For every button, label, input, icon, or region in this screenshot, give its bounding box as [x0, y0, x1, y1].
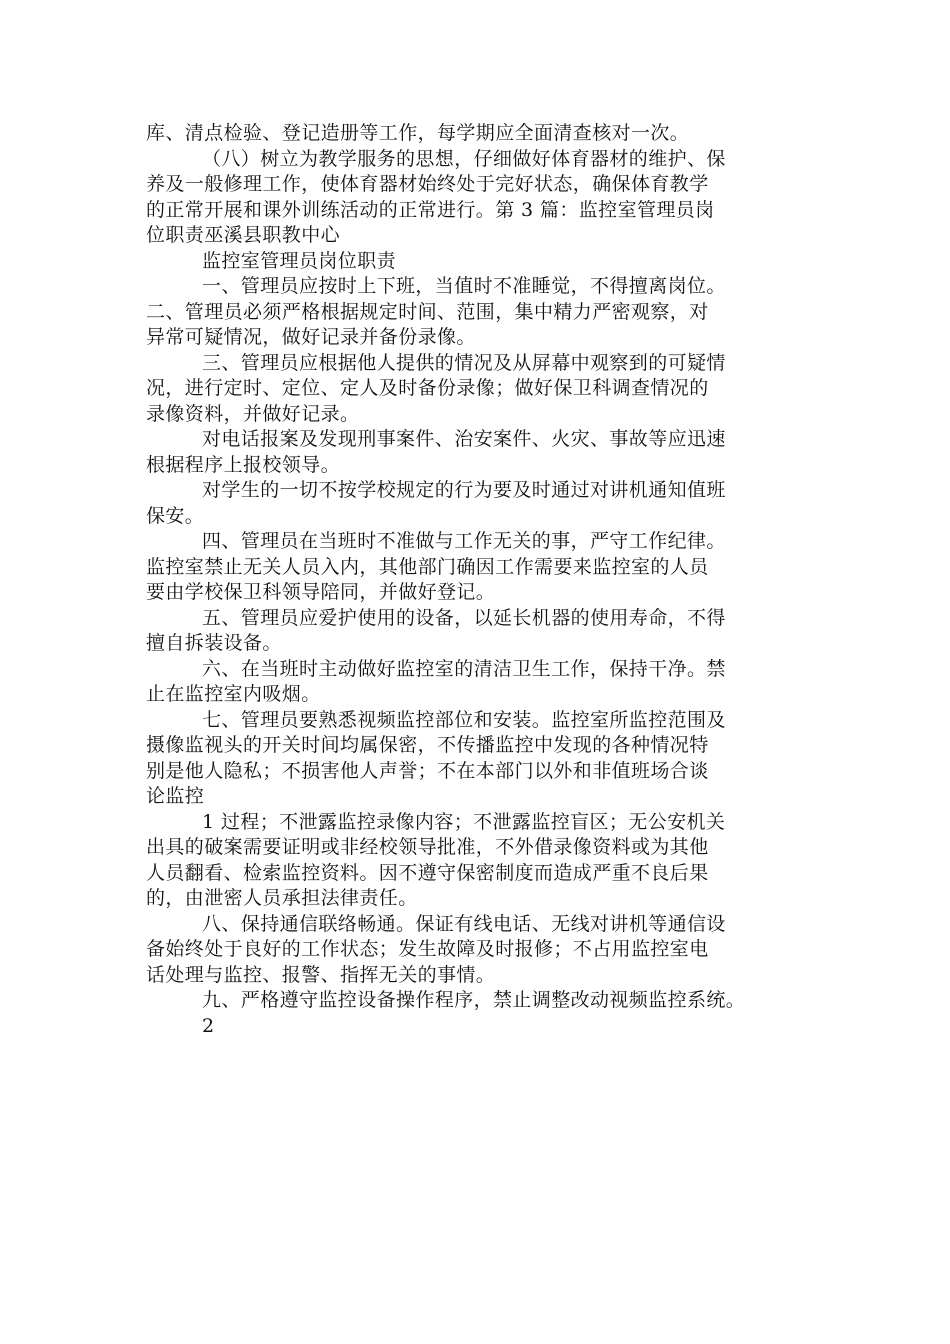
text-line: 的，由泄密人员承担法律责任。 [146, 887, 418, 909]
text-line: 异常可疑情况，做好记录并备份录像。 [146, 326, 476, 348]
text-line: 出具的破案需要证明或非经校领导批准，不外借录像资料或为其他 [146, 836, 709, 858]
text-line: 库、清点检验、登记造册等工作，每学期应全面清查核对一次。 [146, 122, 690, 144]
text-line: 人员翻看、检索监控资料。因不遵守保密制度而造成严重不良后果 [146, 861, 709, 884]
text-line: 止在监控室内吸烟。 [146, 683, 321, 705]
text-line: 位职责巫溪县职教中心 [146, 224, 341, 246]
text-line: 对电话报案及发现刑事案件、治安案件、火灾、事故等应迅速 [202, 428, 726, 450]
text-line: 五、管理员应爱护使用的设备，以延长机器的使用寿命，不得 [202, 606, 726, 629]
text-line: 录像资料，并做好记录。 [146, 402, 360, 425]
text-line: 监控室管理员岗位职责 [202, 249, 397, 272]
text-line: 对学生的一切不按学校规定的行为要及时通过对讲机通知值班 [202, 479, 726, 501]
text-line: 况，进行定时、定位、定人及时备份录像；做好保卫科调查情况的 [146, 377, 709, 399]
text-line: 擅自拆装设备。 [146, 632, 282, 654]
text-line: （八）树立为教学服务的思想，仔细做好体育器材的维护、保 [202, 147, 726, 170]
text-line: 保安。 [146, 504, 205, 527]
document-body [146, 121, 816, 1039]
text-line: 1 过程；不泄露监控录像内容；不泄露监控盲区；无公安机关 [202, 810, 726, 833]
text-line: 八、保持通信联络畅通。保证有线电话、无线对讲机等通信设 [202, 912, 726, 935]
text-line: 九、严格遵守监控设备操作程序，禁止调整改动视频监控系统。 [202, 989, 746, 1011]
text-line: 六、在当班时主动做好监控室的清洁卫生工作，保持干净。禁 [202, 657, 726, 680]
text-line: 三、管理员应根据他人提供的情况及从屏幕中观察到的可疑情 [202, 351, 726, 374]
text-line: 备始终处于良好的工作状态；发生故障及时报修；不占用监控室电 [146, 938, 709, 960]
text-line: 根据程序上报校领导。 [146, 453, 341, 476]
text-line: 二、管理员必须严格根据规定时间、范围，集中精力严密观察，对 [146, 300, 709, 323]
text-line: 摄像监视头的开关时间均属保密，不传播监控中发现的各种情况特 [146, 734, 709, 756]
text-line: 话处理与监控、报警、指挥无关的事情。 [146, 963, 496, 986]
text-line: 2 [202, 1014, 215, 1037]
text-line: 的正常开展和课外训练活动的正常进行。第 3 篇：监控室管理员岗 [146, 198, 715, 221]
text-line: 养及一般修理工作，使体育器材始终处于完好状态，确保体育教学 [146, 173, 709, 195]
text-line: 七、管理员要熟悉视频监控部位和安装。监控室所监控范围及 [202, 708, 726, 731]
text-line: 监控室禁止无关人员入内，其他部门确因工作需要来监控室的人员 [146, 555, 709, 578]
text-line: 要由学校保卫科领导陪同，并做好登记。 [146, 581, 496, 603]
text-line: 别是他人隐私；不损害他人声誉；不在本部门以外和非值班场合谈 [146, 759, 709, 782]
text-line: 论监控 [146, 785, 205, 807]
text-line: 四、管理员在当班时不准做与工作无关的事，严守工作纪律。 [202, 530, 726, 552]
text-line: 一、管理员应按时上下班，当值时不准睡觉，不得擅离岗位。 [202, 275, 726, 297]
